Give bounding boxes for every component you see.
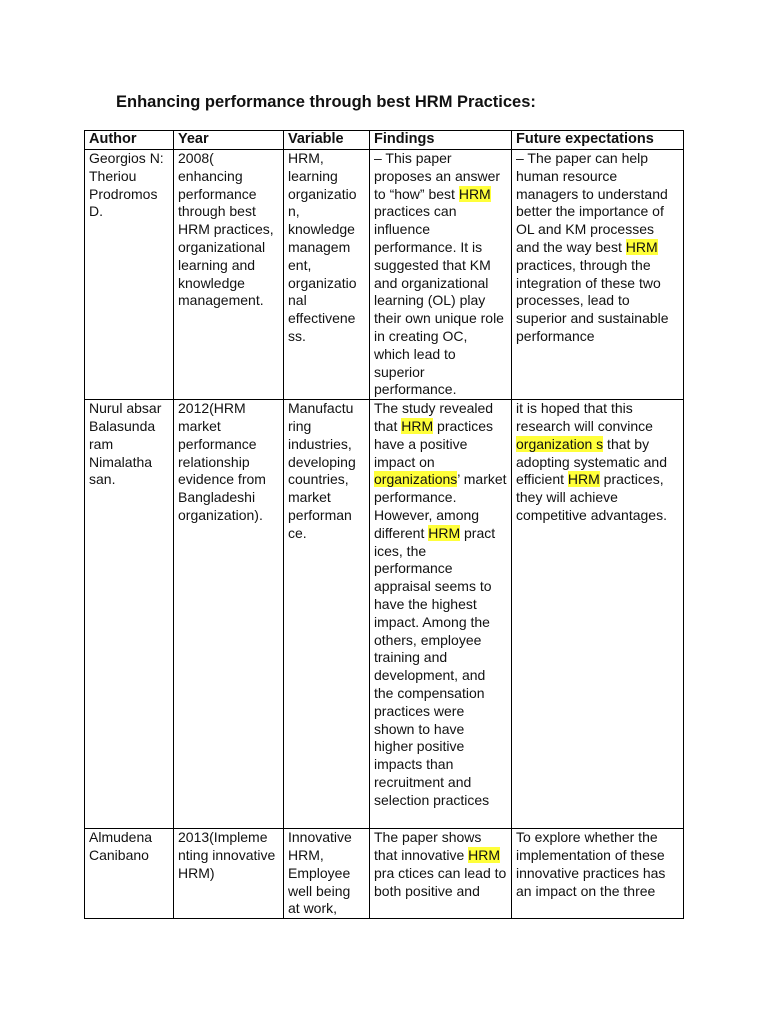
future-cell	[512, 150, 684, 400]
text-segment: – The paper can help human resource managers to understand better the importance of OL and KM processes and the way best	[516, 150, 668, 255]
text-segment: it is hoped that this research will convince	[516, 400, 653, 434]
header-author: Author	[85, 131, 174, 150]
text-segment: practices, they will achieve competitive advantages.	[516, 471, 667, 523]
document-title: Enhancing performance through best HRM Practices:	[116, 93, 536, 111]
findings-cell	[370, 150, 512, 400]
table-row	[85, 150, 684, 400]
text-segment: To explore whether the implementation of these innovative practices has an impact on the three	[516, 829, 666, 899]
text-segment: The paper shows that innovative	[374, 829, 482, 863]
year-cell: 2013(Impleme nting innovative HRM)	[174, 829, 284, 919]
text-segment: The study revealed that	[374, 400, 494, 434]
future-cell	[512, 400, 684, 829]
header-findings: Findings	[370, 131, 512, 150]
text-segment: pra ctices can lead to both positive and	[374, 864, 507, 899]
text-segment: ’ market performance. However, among different	[374, 471, 507, 541]
findings-cell	[370, 400, 512, 829]
findings-cell	[370, 829, 512, 919]
header-year: Year	[174, 131, 284, 150]
highlighted-term: HRM	[468, 846, 501, 863]
year-cell: 2008( enhancing performance through best HRM practices, organizational learning and knowledge management.	[174, 150, 284, 400]
header-future-expectations: Future expectations	[512, 131, 684, 150]
highlighted-term: organizations	[374, 471, 458, 488]
text-segment: that by adopting systematic and efficient	[516, 435, 667, 488]
text-segment: practices, through the integration of these two processes, lead to superior and sustainable performance	[516, 256, 669, 344]
text-segment: practices can influence performance. It is suggested that KM and organizational learning (OL) play their own unique role in creating OC, which lead to superior performance.	[374, 203, 504, 398]
table-row	[85, 400, 684, 829]
highlighted-term: HRM	[567, 471, 600, 488]
highlighted-term: HRM	[401, 417, 434, 434]
table-row	[85, 829, 684, 919]
variable-cell: Manufactu ring industries, developing countries, market performan ce.	[284, 400, 370, 829]
author-cell: Nurul absar Balasunda ram Nimalatha san.	[85, 400, 174, 829]
highlighted-term: HRM	[625, 238, 658, 255]
highlighted-term: HRM	[458, 185, 491, 202]
highlighted-term: HRM	[428, 524, 461, 541]
text-segment: pract ices, the performance appraisal seems to have the highest impact. Among the others, employee training and development, and the compensation practices were shown to have higher positive impacts than recruitment and selection practices	[374, 524, 496, 808]
author-cell: Georgios N: Theriou Prodromos D.	[85, 150, 174, 400]
text-segment: – This paper proposes an answer to “how” best	[374, 150, 501, 202]
highlighted-term: organization s	[516, 435, 604, 452]
future-cell	[512, 829, 684, 919]
header-variable: Variable	[284, 131, 370, 150]
year-cell: 2012(HRM market performance relationship evidence from Bangladeshi organization).	[174, 400, 284, 829]
text-segment: practices have a positive impact on	[374, 417, 494, 470]
author-cell: Almudena Canibano	[85, 829, 174, 919]
table-header-row	[85, 131, 684, 150]
variable-cell: HRM, learning organizatio n, knowledge managem ent, organizatio nal effectivene ss.	[284, 150, 370, 400]
literature-table	[84, 130, 684, 919]
variable-cell: Innovative HRM, Employee well being at work,	[284, 829, 370, 919]
